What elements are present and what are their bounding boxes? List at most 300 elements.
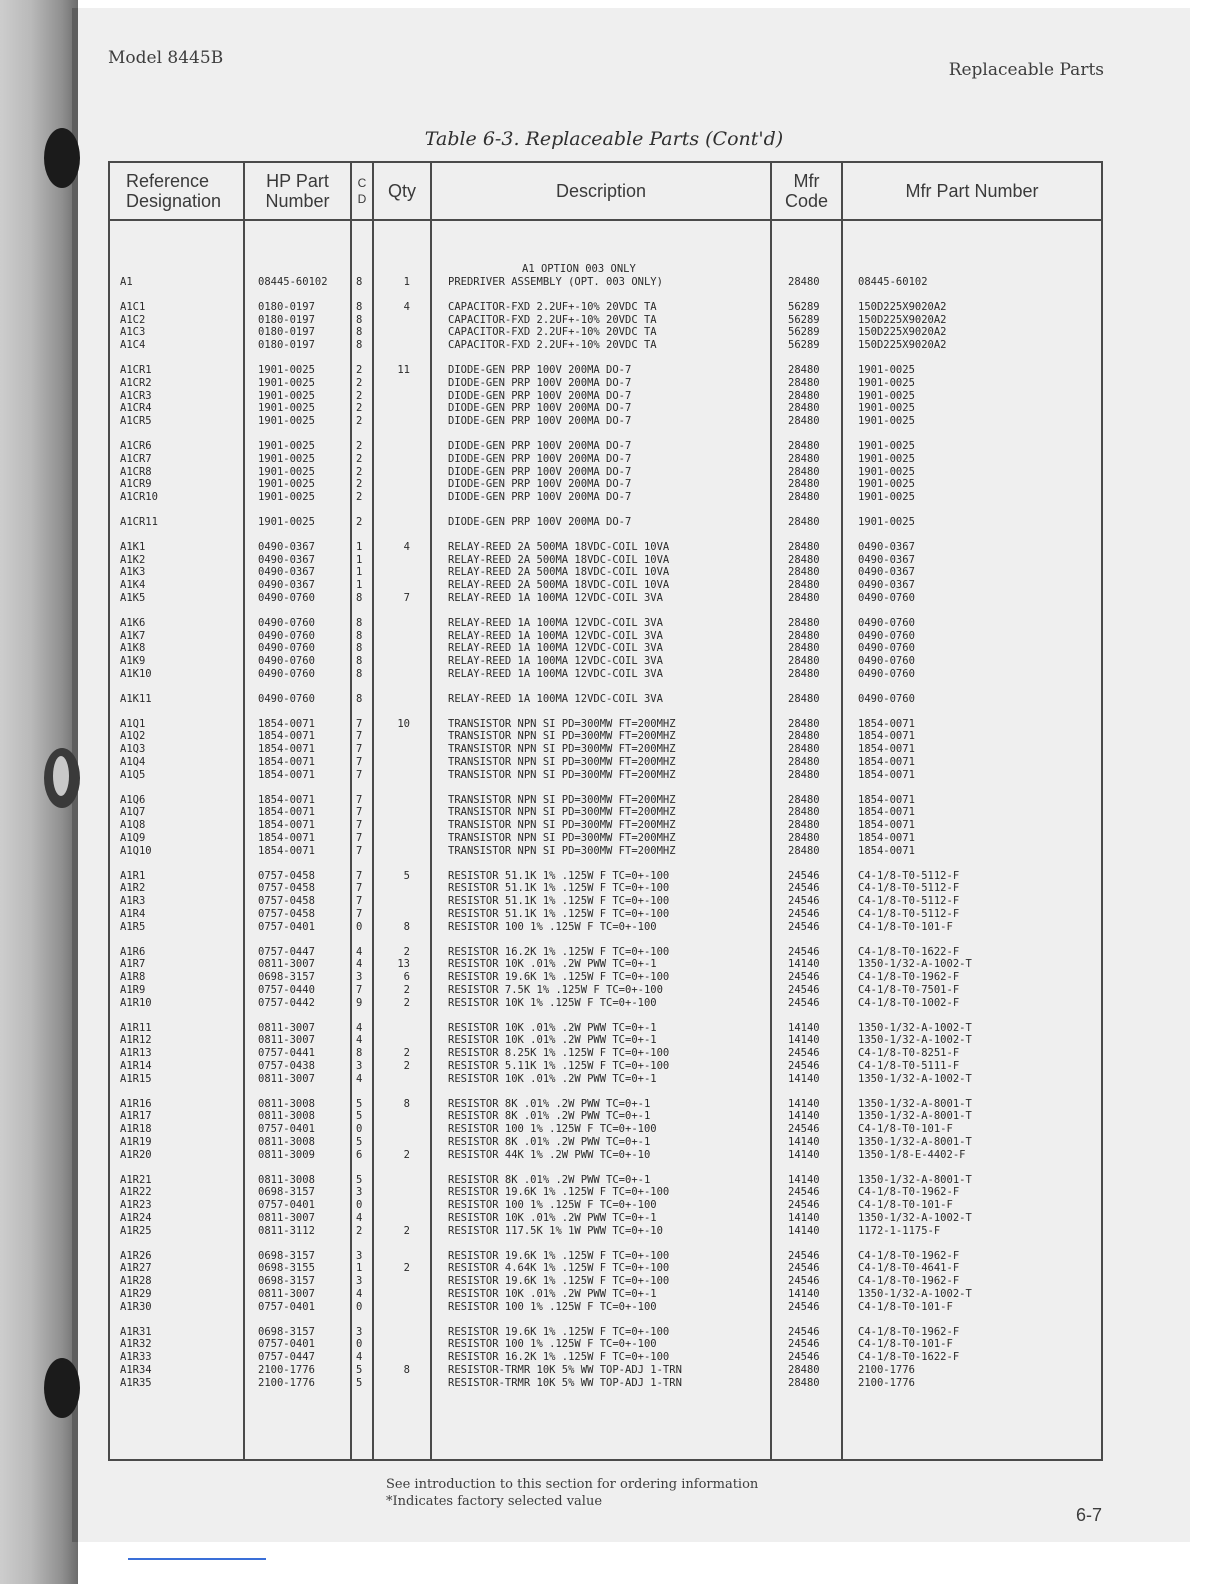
description-cell: RESISTOR 51.1K 1% .125W F TC=0+-100 (448, 895, 670, 908)
ref-cell: A1R24 (120, 1212, 152, 1224)
mfr-code-cell: 28480 (788, 793, 820, 806)
mfr-code-cell: 28480 (788, 440, 820, 452)
ref-cell: A1R9 (120, 984, 146, 996)
check-digit-cell: 1 (356, 579, 363, 592)
hp-part-number-cell: 0757-0447 (258, 945, 315, 958)
description-cell: RESISTOR 16.2K 1% .125W F TC=0+-100 (448, 1351, 670, 1364)
ref-cell: A1C4 (120, 339, 146, 352)
mfr-code-cell: 28480 (788, 540, 820, 553)
qty-cell: 6 (403, 971, 410, 984)
description-cell: RELAY-REED 2A 500MA 18VDC-COIL 10VA (448, 553, 670, 566)
mfr-part-number-cell: 0490-0760 (858, 592, 915, 604)
description-cell: TRANSISTOR NPN SI PD=300MW FT=200MHZ (448, 832, 676, 844)
qty-cell: 2 (403, 945, 410, 958)
mfr-code-cell: 28480 (788, 743, 820, 756)
mfr-code-cell: 24546 (788, 996, 820, 1009)
description-cell: RELAY-REED 2A 500MA 18VDC-COIL 10VA (448, 579, 670, 592)
check-digit-cell: 3 (356, 1060, 363, 1072)
mfr-code-cell: 28480 (788, 491, 820, 504)
description-cell: RESISTOR-TRMR 10K 5% WW TOP-ADJ 1-TRN (448, 1364, 682, 1376)
ref-cell: A1K11 (120, 692, 152, 705)
description-cell: RESISTOR 10K .01% .2W PWW TC=0+-1 (448, 1021, 657, 1034)
description-cell: RELAY-REED 1A 100MA 12VDC-COIL 3VA (448, 629, 663, 642)
mfr-part-number-cell: 0490-0760 (858, 692, 915, 705)
description-cell: RESISTOR 10K 1% .125W F TC=0+-100 (448, 996, 657, 1009)
hp-part-number-cell: 1901-0025 (258, 452, 315, 465)
ref-cell: A1R4 (120, 908, 146, 920)
ref-cell: A1R14 (120, 1060, 152, 1072)
mfr-code-cell: 24546 (788, 1060, 820, 1072)
mfr-code-cell: 24546 (788, 1249, 820, 1262)
hp-part-number-cell: 1901-0025 (258, 478, 315, 491)
check-digit-cell: 7 (356, 793, 363, 806)
qty-cell: 2 (403, 1148, 410, 1161)
hp-part-number-cell: 0490-0760 (258, 592, 315, 604)
mfr-code-cell: 14140 (788, 1034, 820, 1047)
ref-cell: A1CR3 (120, 389, 152, 402)
check-digit-cell: 7 (356, 895, 363, 908)
mfr-code-cell: 28480 (788, 389, 820, 402)
ref-cell: A1R21 (120, 1173, 152, 1186)
hp-part-number-cell: 0490-0760 (258, 668, 315, 680)
mfr-code-cell: 14140 (788, 1110, 820, 1123)
hp-part-number-cell: 1854-0071 (258, 743, 315, 756)
description-cell: DIODE-GEN PRP 100V 200MA DO-7 (448, 491, 632, 504)
ref-cell: A1Q9 (120, 832, 146, 844)
mfr-part-number-cell: C4-1/8-T0-1962-F (858, 1325, 960, 1338)
mfr-part-number-cell: 1901-0025 (858, 440, 915, 452)
mfr-code-cell: 24546 (788, 1199, 820, 1212)
hp-part-number-cell: 0490-0367 (258, 540, 315, 553)
hp-part-number-cell: 08445-60102 (258, 276, 328, 288)
qty-cell: 4 (403, 300, 410, 313)
description-cell: RESISTOR 10K .01% .2W PWW TC=0+-1 (448, 1034, 657, 1047)
description-cell: RESISTOR 100 1% .125W F TC=0+-100 (448, 1199, 657, 1212)
check-digit-cell: 5 (356, 1097, 363, 1110)
mfr-code-cell: 28480 (788, 717, 820, 730)
check-digit-cell: 7 (356, 882, 363, 895)
mfr-part-number-cell: 1172-1-1175-F (858, 1224, 941, 1237)
mfr-code-cell: 56289 (788, 339, 820, 352)
mfr-code-cell: 28480 (788, 844, 820, 857)
header-hp-part-number: HP Part Number (265, 171, 330, 211)
mfr-part-number-cell: 2100-1776 (858, 1376, 915, 1389)
ref-cell: A1R12 (120, 1034, 152, 1047)
check-digit-cell: 2 (356, 364, 363, 376)
ref-cell: A1Q3 (120, 743, 146, 756)
description-cell: RESISTOR 10K .01% .2W PWW TC=0+-1 (448, 958, 657, 971)
mfr-code-cell: 24546 (788, 1123, 820, 1136)
mfr-code-cell: 28480 (788, 655, 820, 668)
ref-cell: A1R13 (120, 1047, 152, 1060)
hp-part-number-cell: 0180-0197 (258, 326, 315, 339)
check-digit-cell: 0 (356, 1300, 363, 1313)
check-digit-cell: 4 (356, 1288, 363, 1300)
header-divider (110, 219, 1101, 221)
ref-cell: A1R31 (120, 1325, 152, 1338)
description-cell: RELAY-REED 1A 100MA 12VDC-COIL 3VA (448, 592, 663, 604)
ref-cell: A1CR9 (120, 478, 152, 491)
qty-cell: 13 (397, 958, 410, 971)
ref-cell: A1C3 (120, 326, 146, 339)
hp-part-number-cell: 0757-0458 (258, 882, 315, 895)
hp-part-number-cell: 1901-0025 (258, 465, 315, 478)
check-digit-cell: 1 (356, 540, 363, 553)
ref-cell: A1Q6 (120, 793, 146, 806)
qty-cell: 1 (403, 276, 410, 288)
hp-part-number-cell: 0811-3007 (258, 1288, 315, 1300)
description-cell: TRANSISTOR NPN SI PD=300MW FT=200MHZ (448, 819, 676, 832)
hp-part-number-cell: 0757-0401 (258, 1199, 315, 1212)
hp-part-number-cell: 0757-0442 (258, 996, 315, 1009)
check-digit-cell: 4 (356, 958, 363, 971)
check-digit-cell: 5 (356, 1364, 363, 1376)
ref-cell: A1 (120, 276, 133, 288)
description-cell: DIODE-GEN PRP 100V 200MA DO-7 (448, 364, 632, 376)
hp-part-number-cell: 0757-0447 (258, 1351, 315, 1364)
mfr-part-number-cell: C4-1/8-T0-8251-F (858, 1047, 960, 1060)
mfr-code-cell: 28480 (788, 1364, 820, 1376)
qty-cell: 10 (397, 717, 410, 730)
mfr-part-number-cell: 1854-0071 (858, 819, 915, 832)
qty-cell: 8 (403, 920, 410, 933)
hp-part-number-cell: 1854-0071 (258, 806, 315, 819)
mfr-part-number-cell: 0490-0367 (858, 553, 915, 566)
ref-cell: A1CR4 (120, 402, 152, 415)
check-digit-cell: 1 (356, 553, 363, 566)
mfr-code-cell: 24546 (788, 1351, 820, 1364)
hp-part-number-cell: 0757-0438 (258, 1060, 315, 1072)
column-divider (430, 163, 432, 1459)
hp-part-number-cell: 0698-3157 (258, 1186, 315, 1199)
mfr-code-cell: 28480 (788, 553, 820, 566)
mfr-part-number-cell: C4-1/8-T0-1962-F (858, 1186, 960, 1199)
ref-cell: A1R22 (120, 1186, 152, 1199)
check-digit-cell: 3 (356, 1325, 363, 1338)
description-cell: RELAY-REED 2A 500MA 18VDC-COIL 10VA (448, 566, 670, 579)
hp-part-number-cell: 1854-0071 (258, 793, 315, 806)
check-digit-cell: 2 (356, 491, 363, 504)
ref-cell: A1Q5 (120, 768, 146, 781)
section-title-line-1: A1 OPTION 003 ONLY (522, 263, 636, 275)
check-digit-cell: 8 (356, 276, 363, 288)
description-cell: RESISTOR 8K .01% .2W PWW TC=0+-1 (448, 1173, 651, 1186)
ref-cell: A1Q10 (120, 844, 152, 857)
mfr-code-cell: 56289 (788, 313, 820, 326)
description-cell: TRANSISTOR NPN SI PD=300MW FT=200MHZ (448, 730, 676, 743)
ref-cell: A1R29 (120, 1288, 152, 1300)
mfr-part-number-cell: C4-1/8-T0-101-F (858, 1338, 953, 1351)
mfr-code-cell: 24546 (788, 869, 820, 882)
ref-cell: A1Q7 (120, 806, 146, 819)
ref-cell: A1C2 (120, 313, 146, 326)
description-cell: RESISTOR 51.1K 1% .125W F TC=0+-100 (448, 882, 670, 895)
mfr-code-cell: 14140 (788, 1136, 820, 1148)
check-digit-cell: 2 (356, 516, 363, 528)
hp-part-number-cell: 1901-0025 (258, 376, 315, 389)
check-digit-cell: 3 (356, 1275, 363, 1288)
description-cell: TRANSISTOR NPN SI PD=300MW FT=200MHZ (448, 793, 676, 806)
hp-part-number-cell: 0811-3007 (258, 958, 315, 971)
ref-cell: A1R3 (120, 895, 146, 908)
mfr-part-number-cell: C4-1/8-T0-101-F (858, 920, 953, 933)
mfr-code-cell: 24546 (788, 971, 820, 984)
check-digit-cell: 8 (356, 339, 363, 352)
description-cell: RESISTOR-TRMR 10K 5% WW TOP-ADJ 1-TRN (448, 1376, 682, 1389)
hp-part-number-cell: 0757-0401 (258, 1338, 315, 1351)
mfr-code-cell: 28480 (788, 516, 820, 528)
qty-cell: 8 (403, 1097, 410, 1110)
mfr-part-number-cell: 1350-1/32-A-8001-T (858, 1110, 972, 1123)
check-digit-cell: 2 (356, 1224, 363, 1237)
description-cell: CAPACITOR-FXD 2.2UF+-10% 20VDC TA (448, 300, 657, 313)
hp-part-number-cell: 0490-0760 (258, 616, 315, 629)
hp-part-number-cell: 0698-3157 (258, 1275, 315, 1288)
check-digit-cell: 8 (356, 313, 363, 326)
ref-cell: A1R33 (120, 1351, 152, 1364)
ref-cell: A1R35 (120, 1376, 152, 1389)
description-cell: DIODE-GEN PRP 100V 200MA DO-7 (448, 440, 632, 452)
mfr-code-cell: 28480 (788, 756, 820, 768)
mfr-part-number-cell: 1854-0071 (858, 832, 915, 844)
mfr-part-number-cell: 1350-1/32-A-1002-T (858, 958, 972, 971)
description-cell: TRANSISTOR NPN SI PD=300MW FT=200MHZ (448, 756, 676, 768)
qty-cell: 2 (403, 996, 410, 1009)
ref-cell: A1K9 (120, 655, 146, 668)
mfr-code-cell: 14140 (788, 1097, 820, 1110)
description-cell: RESISTOR 19.6K 1% .125W F TC=0+-100 (448, 1249, 670, 1262)
mfr-part-number-cell: C4-1/8-T0-5111-F (858, 1060, 960, 1072)
description-cell: RESISTOR 100 1% .125W F TC=0+-100 (448, 920, 657, 933)
hp-part-number-cell: 0811-3008 (258, 1097, 315, 1110)
hp-part-number-cell: 1854-0071 (258, 756, 315, 768)
mfr-code-cell: 28480 (788, 415, 820, 428)
mfr-part-number-cell: 1854-0071 (858, 717, 915, 730)
mfr-code-cell: 28480 (788, 465, 820, 478)
qty-cell: 2 (403, 984, 410, 996)
mfr-code-cell: 14140 (788, 1212, 820, 1224)
blue-rule (128, 1558, 266, 1560)
hp-part-number-cell: 1901-0025 (258, 491, 315, 504)
ref-cell: A1CR8 (120, 465, 152, 478)
check-digit-cell: 4 (356, 1072, 363, 1085)
description-cell: RESISTOR 117.5K 1% 1W PWW TC=0+-10 (448, 1224, 663, 1237)
hp-part-number-cell: 0757-0458 (258, 869, 315, 882)
check-digit-cell: 0 (356, 1338, 363, 1351)
mfr-part-number-cell: 1350-1/32-A-1002-T (858, 1034, 972, 1047)
mfr-code-cell: 24546 (788, 1262, 820, 1275)
check-digit-cell: 2 (356, 440, 363, 452)
check-digit-cell: 7 (356, 819, 363, 832)
hp-part-number-cell: 1901-0025 (258, 402, 315, 415)
hp-part-number-cell: 0811-3112 (258, 1224, 315, 1237)
mfr-part-number-cell: C4-1/8-T0-1962-F (858, 1275, 960, 1288)
mfr-code-cell: 28480 (788, 730, 820, 743)
mfr-part-number-cell: 1854-0071 (858, 768, 915, 781)
check-digit-cell: 2 (356, 376, 363, 389)
mfr-code-cell: 24546 (788, 882, 820, 895)
description-cell: TRANSISTOR NPN SI PD=300MW FT=200MHZ (448, 743, 676, 756)
mfr-code-cell: 24546 (788, 945, 820, 958)
model-header: Model 8445B (108, 48, 224, 68)
ref-cell: A1R6 (120, 945, 146, 958)
hp-part-number-cell: 1854-0071 (258, 768, 315, 781)
description-cell: DIODE-GEN PRP 100V 200MA DO-7 (448, 478, 632, 491)
mfr-code-cell: 28480 (788, 364, 820, 376)
ref-cell: A1R19 (120, 1136, 152, 1148)
check-digit-cell: 5 (356, 1136, 363, 1148)
mfr-code-cell: 14140 (788, 1021, 820, 1034)
description-cell: RESISTOR 8K .01% .2W PWW TC=0+-1 (448, 1136, 651, 1148)
ref-cell: A1K1 (120, 540, 146, 553)
mfr-part-number-cell: C4-1/8-T0-4641-F (858, 1262, 960, 1275)
description-cell: TRANSISTOR NPN SI PD=300MW FT=200MHZ (448, 806, 676, 819)
mfr-part-number-cell: 1350-1/32-A-1002-T (858, 1288, 972, 1300)
mfr-part-number-cell: 1901-0025 (858, 452, 915, 465)
hp-part-number-cell: 0757-0441 (258, 1047, 315, 1060)
mfr-code-cell: 28480 (788, 616, 820, 629)
description-cell: RELAY-REED 1A 100MA 12VDC-COIL 3VA (448, 642, 663, 655)
hp-part-number-cell: 0490-0760 (258, 692, 315, 705)
ref-cell: A1K10 (120, 668, 152, 680)
ref-cell: A1R27 (120, 1262, 152, 1275)
mfr-code-cell: 14140 (788, 1072, 820, 1085)
mfr-part-number-cell: 1350-1/32-A-8001-T (858, 1173, 972, 1186)
mfr-part-number-cell: 1901-0025 (858, 491, 915, 504)
description-cell: DIODE-GEN PRP 100V 200MA DO-7 (448, 376, 632, 389)
mfr-part-number-cell: C4-1/8-T0-1962-F (858, 971, 960, 984)
description-cell: TRANSISTOR NPN SI PD=300MW FT=200MHZ (448, 717, 676, 730)
check-digit-cell: 2 (356, 415, 363, 428)
ref-cell: A1R1 (120, 869, 146, 882)
check-digit-cell: 2 (356, 478, 363, 491)
hp-part-number-cell: 0757-0401 (258, 1123, 315, 1136)
check-digit-cell: 7 (356, 908, 363, 920)
description-cell: RELAY-REED 1A 100MA 12VDC-COIL 3VA (448, 668, 663, 680)
mfr-code-cell: 28480 (788, 806, 820, 819)
mfr-part-number-cell: 1350-1/32-A-1002-T (858, 1072, 972, 1085)
description-cell: DIODE-GEN PRP 100V 200MA DO-7 (448, 389, 632, 402)
check-digit-cell: 8 (356, 300, 363, 313)
description-cell: DIODE-GEN PRP 100V 200MA DO-7 (448, 402, 632, 415)
mfr-part-number-cell: C4-1/8-T0-7501-F (858, 984, 960, 996)
ref-cell: A1R8 (120, 971, 146, 984)
check-digit-cell: 2 (356, 402, 363, 415)
mfr-part-number-cell: 1854-0071 (858, 806, 915, 819)
mfr-code-cell: 14140 (788, 1173, 820, 1186)
mfr-code-cell: 24546 (788, 1338, 820, 1351)
mfr-part-number-cell: C4-1/8-T0-5112-F (858, 895, 960, 908)
description-cell: RESISTOR 100 1% .125W F TC=0+-100 (448, 1338, 657, 1351)
ref-cell: A1K4 (120, 579, 146, 592)
check-digit-cell: 1 (356, 1262, 363, 1275)
mfr-code-cell: 56289 (788, 300, 820, 313)
mfr-part-number-cell: 1901-0025 (858, 415, 915, 428)
hp-part-number-cell: 0757-0401 (258, 1300, 315, 1313)
hp-part-number-cell: 0490-0367 (258, 553, 315, 566)
hp-part-number-cell: 0811-3009 (258, 1148, 315, 1161)
hp-part-number-cell: 0490-0367 (258, 566, 315, 579)
hp-part-number-cell: 0757-0458 (258, 895, 315, 908)
mfr-part-number-cell: 1350-1/32-A-1002-T (858, 1212, 972, 1224)
check-digit-cell: 2 (356, 452, 363, 465)
qty-cell: 4 (403, 540, 410, 553)
column-divider (770, 163, 772, 1459)
mfr-code-cell: 28480 (788, 566, 820, 579)
description-cell: RESISTOR 10K .01% .2W PWW TC=0+-1 (448, 1288, 657, 1300)
ref-cell: A1R7 (120, 958, 146, 971)
mfr-part-number-cell: 1854-0071 (858, 793, 915, 806)
qty-cell: 8 (403, 1364, 410, 1376)
description-cell: RESISTOR 100 1% .125W F TC=0+-100 (448, 1300, 657, 1313)
check-digit-cell: 8 (356, 668, 363, 680)
header-mfr-code: Mfr Code (784, 171, 829, 211)
check-digit-cell: 8 (356, 655, 363, 668)
mfr-code-cell: 28480 (788, 692, 820, 705)
hp-part-number-cell: 0490-0760 (258, 629, 315, 642)
mfr-code-cell: 24546 (788, 1275, 820, 1288)
check-digit-cell: 0 (356, 1123, 363, 1136)
hp-part-number-cell: 0757-0458 (258, 908, 315, 920)
ref-cell: A1C1 (120, 300, 146, 313)
hp-part-number-cell: 0180-0197 (258, 339, 315, 352)
mfr-code-cell: 28480 (788, 276, 820, 288)
check-digit-cell: 0 (356, 920, 363, 933)
mfr-part-number-cell: C4-1/8-T0-1622-F (858, 945, 960, 958)
check-digit-cell: 5 (356, 1173, 363, 1186)
ref-cell: A1R30 (120, 1300, 152, 1313)
page-number: 6-7 (1075, 1505, 1102, 1525)
description-cell: RESISTOR 4.64K 1% .125W F TC=0+-100 (448, 1262, 670, 1275)
description-cell: RESISTOR 8.25K 1% .125W F TC=0+-100 (448, 1047, 670, 1060)
table-title: Table 6-3. Replaceable Parts (Cont'd) (424, 128, 784, 150)
check-digit-cell: 7 (356, 730, 363, 743)
footer-factory-note: *Indicates factory selected value (386, 1494, 603, 1509)
check-digit-cell: 9 (356, 996, 363, 1009)
mfr-code-cell: 24546 (788, 1325, 820, 1338)
check-digit-cell: 4 (356, 1212, 363, 1224)
description-cell: RELAY-REED 1A 100MA 12VDC-COIL 3VA (448, 616, 663, 629)
punch-hole-bottom (44, 1358, 80, 1418)
section-title-line-2: PREDRIVER ASSEMBLY (OPT. 003 ONLY) (448, 276, 663, 288)
footer-ordering-note: See introduction to this section for ordering information (386, 1477, 759, 1492)
mfr-part-number-cell: C4-1/8-T0-1622-F (858, 1351, 960, 1364)
check-digit-cell: 8 (356, 642, 363, 655)
hp-part-number-cell: 0811-3008 (258, 1173, 315, 1186)
hp-part-number-cell: 0490-0760 (258, 642, 315, 655)
hp-part-number-cell: 0180-0197 (258, 300, 315, 313)
mfr-part-number-cell: 0490-0760 (858, 616, 915, 629)
description-cell: RELAY-REED 1A 100MA 12VDC-COIL 3VA (448, 655, 663, 668)
ref-cell: A1K8 (120, 642, 146, 655)
check-digit-cell: 2 (356, 389, 363, 402)
hp-part-number-cell: 1854-0071 (258, 844, 315, 857)
ref-cell: A1R28 (120, 1275, 152, 1288)
check-digit-cell: 7 (356, 743, 363, 756)
description-cell: RESISTOR 8K .01% .2W PWW TC=0+-1 (448, 1097, 651, 1110)
ref-cell: A1K3 (120, 566, 146, 579)
qty-cell: 2 (403, 1262, 410, 1275)
hp-part-number-cell: 2100-1776 (258, 1376, 315, 1389)
check-digit-cell: 4 (356, 1034, 363, 1047)
ref-cell: A1R18 (120, 1123, 152, 1136)
mfr-code-cell: 56289 (788, 326, 820, 339)
mfr-part-number-cell: 0490-0760 (858, 655, 915, 668)
mfr-part-number-cell: C4-1/8-T0-5112-F (858, 908, 960, 920)
ref-cell: A1R25 (120, 1224, 152, 1237)
hp-part-number-cell: 0811-3007 (258, 1021, 315, 1034)
qty-cell: 2 (403, 1060, 410, 1072)
